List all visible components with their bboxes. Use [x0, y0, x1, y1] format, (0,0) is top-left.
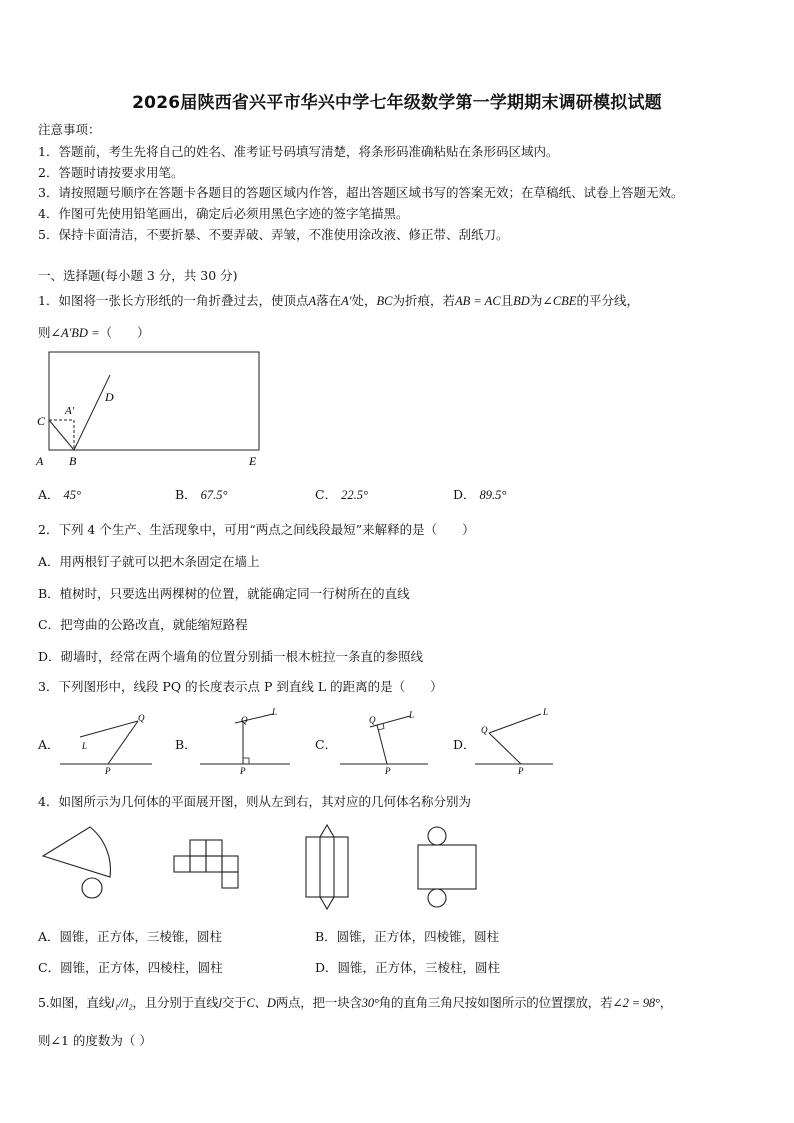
- option-letter: C．: [315, 487, 338, 502]
- q1-expr: AB = AC: [454, 294, 501, 308]
- q5-text: 两点，把一块含: [275, 995, 362, 1010]
- q5-stem-line2: 则∠1 的度数为（ ）: [38, 1033, 152, 1048]
- cone-base-circle: [82, 878, 102, 898]
- label-d: D: [105, 390, 114, 404]
- label-q: Q: [241, 715, 248, 725]
- q4-option-c: C．圆锥，正方体，四棱柱，圆柱: [38, 960, 223, 975]
- q1-option-c: [315, 485, 368, 503]
- q1-figure: [32, 345, 272, 470]
- label-a-prime: A′: [65, 405, 75, 417]
- notice-item: 2．答题时请按要求用笔。: [38, 165, 184, 180]
- prism-rectangle: [306, 837, 348, 897]
- q5-text: ，且分别于直线: [132, 995, 219, 1010]
- q4-option-d: D．圆锥，正方体，三棱柱，圆柱: [315, 960, 501, 975]
- line-l: [370, 716, 410, 727]
- q1-text: （ ）: [99, 325, 150, 340]
- q1-var: A: [308, 294, 317, 308]
- label-q: Q: [369, 715, 376, 725]
- q1-option-a: [38, 485, 81, 503]
- notice-item: 1．答题前，考生先将自己的姓名、准考证号码填写清楚，将条形码准确粘贴在条形码区域内。: [38, 144, 559, 159]
- option-value: 67.5°: [200, 488, 228, 502]
- label-e: E: [249, 454, 257, 468]
- label-a: A: [36, 454, 44, 468]
- q1-text: 1．如图将一张长方形纸的一角折叠过去，使顶点: [38, 293, 309, 308]
- label-p: P: [518, 766, 524, 776]
- q4-stem: 4．如图所示为几何体的平面展开图，则从左到右，其对应的几何体名称分别为: [38, 794, 471, 809]
- q5-stem-line1: [38, 993, 672, 1011]
- cube-face: [222, 872, 238, 888]
- option-letter: D．: [453, 487, 476, 502]
- q3-stem: 3．下列图形中，线段 PQ 的长度表示点 P 到直线 L 的距离的是（ ）: [38, 679, 443, 694]
- q1-text: 为折痕，若: [392, 293, 455, 308]
- right-angle-mark: [243, 758, 249, 764]
- q3-figure-b: [195, 705, 305, 777]
- label-l: L: [409, 710, 415, 720]
- cube-face: [190, 856, 206, 872]
- line-l: [489, 714, 541, 733]
- cone-sector: [43, 827, 110, 877]
- q1-expr: ∠CBE: [542, 294, 577, 308]
- q2-option-c: C．把弯曲的公路改直，就能缩短路程: [38, 617, 248, 632]
- cube-face: [222, 856, 238, 872]
- option-value: 89.5°: [479, 488, 507, 502]
- q5-expr: 30°: [361, 996, 379, 1010]
- label-b: B: [69, 454, 77, 468]
- line-l: [80, 721, 138, 737]
- notice-heading: 注意事项：: [38, 122, 101, 137]
- q5-var: l: [218, 996, 222, 1010]
- q1-text: 则: [38, 325, 51, 340]
- q3-letter-d: D．: [453, 737, 476, 752]
- q5-text: 角的直角三角尺按如图所示的位置摆放，若: [378, 995, 613, 1010]
- q1-expr: ∠A'BD =: [50, 326, 100, 340]
- cylinder-side-rect: [418, 845, 476, 889]
- cube-face: [190, 840, 206, 856]
- label-l: L: [543, 707, 549, 717]
- q1-var: BC: [376, 294, 393, 308]
- prism-top-triangle: [320, 825, 334, 837]
- q1-var: A': [341, 294, 352, 308]
- q4-option-a: A．圆锥，正方体，三棱锥，圆柱: [38, 929, 223, 944]
- option-letter: B．: [175, 487, 197, 502]
- segment-pq: [377, 725, 387, 764]
- bisector-bd: [74, 375, 110, 450]
- notice-item: 4．作图可先使用铅笔画出，确定后必须用黑色字迹的签字笔描黑。: [38, 206, 409, 221]
- option-value: 22.5°: [341, 488, 368, 502]
- q3-figure-c: [335, 705, 445, 777]
- segment-pq: [489, 733, 521, 764]
- q5-text: 交于: [221, 995, 247, 1010]
- label-q: Q: [481, 725, 488, 735]
- q1-var: BD: [513, 294, 530, 308]
- q1-text: 为: [529, 293, 543, 308]
- cylinder-top-circle: [428, 827, 446, 845]
- cube-face: [206, 856, 222, 872]
- paper-rectangle: [49, 352, 259, 450]
- q1-text: 的平分线，: [576, 293, 639, 308]
- section-heading: 一、选择题(每小题 3 分，共 30 分): [38, 268, 238, 283]
- q1-option-b: [175, 485, 228, 503]
- page-title: 2026届陕西省兴平市华兴中学七年级数学第一学期期末调研模拟试题: [132, 93, 662, 113]
- q1-text: 处，: [351, 293, 377, 308]
- label-p: P: [105, 766, 111, 776]
- label-l: L: [82, 741, 88, 751]
- q2-option-a: A．用两根钉子就可以把木条固定在墙上: [38, 554, 260, 569]
- q5-text: 5.如图，直线: [38, 995, 112, 1010]
- q1-stem-line2: [38, 323, 150, 341]
- label-q: Q: [138, 713, 145, 723]
- q4-figure-cylinder-net: [410, 825, 490, 910]
- option-letter: A．: [38, 487, 60, 502]
- segment-pq: [108, 721, 138, 764]
- q4-option-b: B．圆锥，正方体，四棱锥，圆柱: [315, 929, 500, 944]
- q1-stem-line1: [38, 291, 639, 309]
- label-l: L: [272, 707, 278, 717]
- q2-option-d: D．砌墙时，经常在两个墙角的位置分别插一根木桩拉一条直的参照线: [38, 649, 424, 664]
- q4-figure-cube-net: [170, 838, 245, 893]
- q2-option-b: B．植树时，只要选出两棵树的位置，就能确定同一行树所在的直线: [38, 586, 410, 601]
- option-value: 45°: [63, 488, 82, 502]
- q5-expr: l₁//l₂: [111, 996, 133, 1010]
- q3-letter-c: C．: [315, 737, 338, 752]
- q2-stem: 2．下列 4 个生产、生活现象中，可用“两点之间线段最短”来解释的是（ ）: [38, 522, 475, 537]
- cylinder-bottom-circle: [428, 889, 446, 907]
- q5-expr: ∠2 = 98°: [612, 996, 660, 1010]
- label-p: P: [240, 766, 246, 776]
- label-p: P: [385, 766, 391, 776]
- prism-bottom-triangle: [320, 897, 334, 909]
- q4-figure-prism-net: [300, 822, 360, 912]
- q3-figure-d: [475, 705, 585, 777]
- q5-text: ，: [659, 995, 673, 1010]
- cube-face: [206, 840, 222, 856]
- q3-figure-a: [60, 705, 160, 777]
- q1-text: 且: [500, 293, 514, 308]
- label-c: C: [37, 414, 46, 428]
- notice-item: 3．请按照题号顺序在答题卡各题目的答题区域内作答，超出答题区域书写的答案无效；在草稿纸、试卷上答题无效。: [38, 185, 684, 200]
- q3-letter-a: A．: [38, 737, 60, 752]
- q1-text: 落在: [316, 293, 342, 308]
- cube-face: [174, 856, 190, 872]
- q3-letter-b: B．: [175, 737, 197, 752]
- q1-option-d: [453, 485, 506, 503]
- fold-line-bc: [49, 420, 74, 450]
- notice-item: 5．保持卡面清洁，不要折暴、不要弄破、弄皱，不准使用涂改液、修正带、刮纸刀。: [38, 227, 509, 242]
- q4-figure-cone-net: [38, 822, 128, 907]
- q5-var: C、D: [246, 996, 276, 1010]
